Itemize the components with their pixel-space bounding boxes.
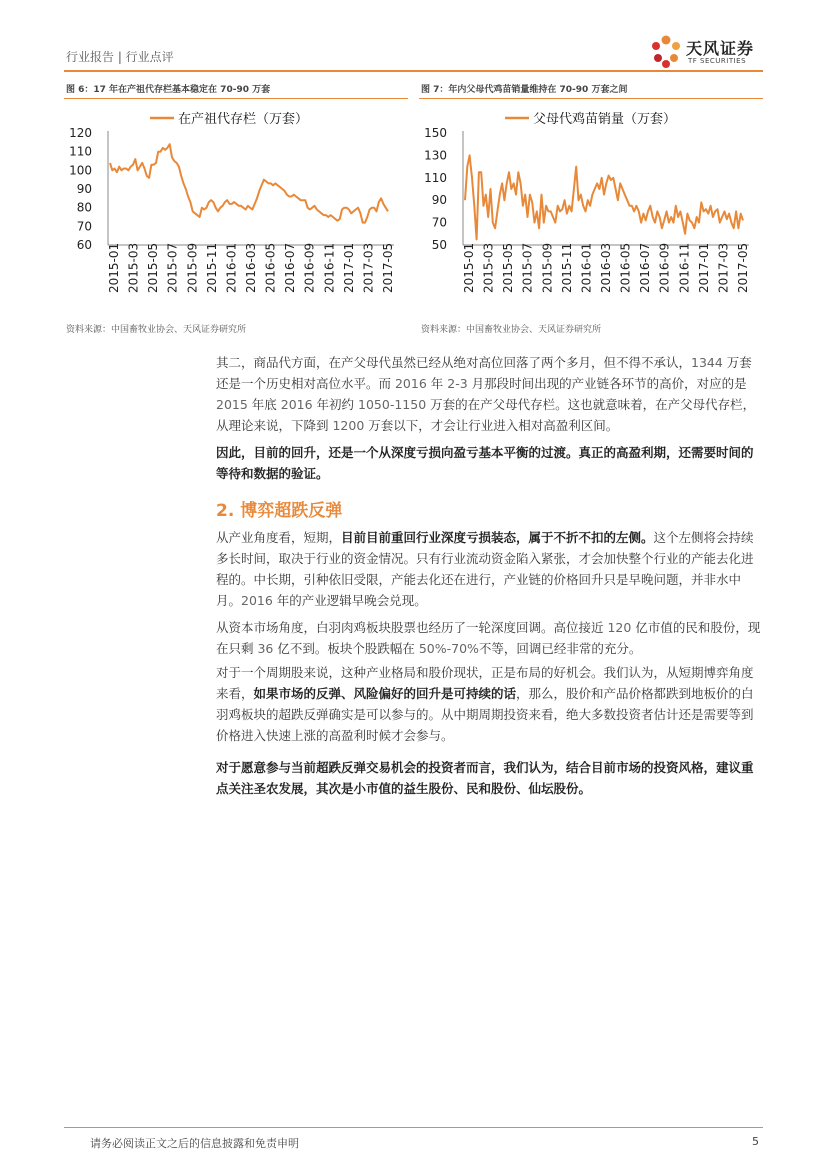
x-tick-label: 2017-03	[361, 242, 376, 293]
x-tick-label: 2017-01	[696, 242, 711, 293]
number-text: 2016	[394, 376, 427, 391]
logo-text-cn: 天风证券	[686, 39, 755, 58]
text-run: 对于一个周期股来说，这种产业格局和股价现状，正是布局的好机会。我们认为，从短期博弈角度来看，	[216, 665, 754, 701]
text-run: ，那么，股价和产品价格都跌到地板价的白羽鸡板块的超跌反弹确实是可以参与的。从中期周期投资来看，绝大多数投资者估计还是需要等到价格进入快速上涨的高盈利时候才会参与。	[216, 686, 754, 743]
bold-text: 如果市场的反弹、风险偏好的回升是可持续的话	[253, 686, 517, 701]
y-tick-label: 130	[424, 148, 447, 163]
x-tick-label: 2015-05	[501, 242, 516, 293]
x-tick-label: 2017-05	[736, 242, 750, 293]
y-tick-label: 50	[431, 238, 447, 252]
text-run: 不等，回调已经非常的充分。	[478, 641, 642, 656]
text-run: 从产业角度看，短期，	[216, 530, 342, 545]
text-run: 这个左侧将会持续多长时间，取决于行业的资金情况。只有行业流动资金陷入紧张，才会加快整个行业的产能去化进程的。中长期，引种依旧受限，产能去化还在进行，产业链的价格回升只是早晚问题，并非水中月。	[216, 530, 754, 608]
figure-7-source: 资料来源：中国畜牧业协会、天风证券研究所	[421, 325, 602, 335]
x-tick-label: 2015-03	[481, 242, 496, 293]
x-tick-label: 2015-11	[559, 242, 574, 293]
footer-disclaimer: 请务必阅读正文之后的信息披露和免责申明	[90, 1137, 299, 1150]
figure-6-divider	[64, 98, 408, 99]
logo-text-en: TF SECURITIES	[688, 57, 747, 65]
y-tick-label: 120	[69, 126, 92, 140]
y-tick-label: 110	[69, 144, 92, 159]
x-tick-label: 2015-07	[165, 242, 180, 293]
text-run: 年初约	[312, 397, 359, 412]
x-tick-label: 2015-01	[107, 242, 121, 293]
text-run: 月那段时间出现的产业链各环节的高价，对应的是	[467, 376, 747, 391]
text-run: 其二，商品代方面，在产父母代虽然已经从绝对高位回落了两个多月，但不得不承认，	[216, 355, 692, 370]
series-line	[465, 155, 743, 239]
x-tick-label: 2016-05	[263, 242, 278, 293]
x-tick-label: 2016-07	[638, 242, 653, 293]
legend-label: 在产祖代存栏（万套）	[178, 112, 309, 127]
figure-7-chart	[419, 103, 763, 318]
y-tick-label: 80	[76, 200, 92, 215]
y-tick-label: 90	[76, 182, 92, 196]
header-breadcrumb: 行业报告 | 行业点评	[66, 50, 174, 64]
y-tick-label: 150	[424, 126, 447, 140]
paragraph-parent-stock	[216, 352, 762, 436]
x-tick-label: 2016-11	[677, 242, 692, 293]
x-tick-label: 2016-05	[618, 242, 633, 293]
x-tick-label: 2016-03	[599, 242, 613, 293]
number-text: 36	[257, 641, 274, 656]
number-text: 1344	[691, 355, 723, 370]
series-line	[110, 144, 388, 222]
paragraph-recommendation	[216, 757, 762, 799]
figure-6-title: 图 6：17 年在产祖代存栏基本稳定在 70-90 万套	[66, 85, 271, 95]
logo-flower-icon	[648, 34, 684, 70]
x-tick-label: 2015-03	[126, 242, 141, 293]
x-tick-label: 2017-03	[716, 242, 731, 293]
header-divider	[64, 70, 763, 72]
paragraph-conclusion	[216, 442, 762, 484]
figure-6-chart	[64, 103, 408, 318]
x-tick-label: 2016-01	[224, 242, 239, 293]
paragraph-cycle-stock	[216, 662, 762, 746]
text-run: 万套以下，才会让行业进入相对高盈利区间。	[364, 418, 619, 433]
page-number: 5	[752, 1135, 759, 1148]
x-tick-label: 2017-05	[381, 242, 395, 293]
text-run: 亿市值的民和股份，现在只剩	[216, 620, 761, 656]
y-tick-label: 90	[431, 193, 447, 208]
x-tick-label: 2015-05	[146, 242, 161, 293]
x-tick-label: 2016-11	[322, 242, 337, 293]
number-text: 50%-70%	[418, 641, 479, 656]
number-text: 2016	[241, 593, 273, 608]
x-tick-label: 2015-09	[540, 242, 555, 293]
text-run: 万套还是一个历史相对高位水平。而	[216, 355, 752, 391]
company-logo	[648, 34, 768, 70]
bold-text: 因此，目前的回升，还是一个从深度亏损向盈亏基本平衡的过渡。真正的高盈利期，还需要时间的等待和数据的验证。	[216, 445, 754, 481]
figure-7-title: 图 7：年内父母代鸡苗销量维持在 70-90 万套之间	[421, 85, 628, 95]
x-tick-label: 2015-01	[462, 242, 476, 293]
y-tick-label: 100	[69, 163, 92, 178]
x-tick-label: 2016-09	[302, 242, 317, 293]
paragraph-industry-view	[216, 527, 762, 611]
x-tick-label: 2016-09	[657, 242, 672, 293]
y-tick-label: 60	[76, 238, 92, 252]
x-tick-label: 2017-01	[341, 242, 356, 293]
y-tick-label: 70	[431, 215, 447, 230]
paragraph-capital-market	[216, 617, 762, 659]
text-run: 万套的在产父母代存栏。这也就意味着，在产父母代存栏，从理论来说，下降到	[216, 397, 756, 433]
x-tick-label: 2015-09	[185, 242, 200, 293]
number-text: 1200	[332, 418, 365, 433]
figure-7-divider	[419, 98, 763, 99]
text-run: 亿不到。板块个股跌幅在	[273, 641, 419, 656]
number-text: 2016	[280, 397, 313, 412]
y-tick-label: 110	[424, 170, 447, 185]
figure-6-source: 资料来源：中国畜牧业协会、天风证券研究所	[66, 325, 247, 335]
number-text: 120	[607, 620, 632, 635]
text-run: 年的产业逻辑早晚会兑现。	[272, 593, 427, 608]
bold-text: 目前目前重回行业深度亏损装态，属于不折不扣的左侧。	[341, 530, 654, 545]
text-run: 年	[426, 376, 448, 391]
number-text: 2015	[216, 397, 248, 412]
x-tick-label: 2015-11	[204, 242, 219, 293]
number-text: 2-3	[447, 376, 468, 391]
x-tick-label: 2016-01	[579, 242, 594, 293]
text-run: 年底	[247, 397, 281, 412]
text-run: 从资本市场角度，白羽肉鸡板块股票也经历了一轮深度回调。高位接近	[216, 620, 608, 635]
y-tick-label: 70	[76, 219, 92, 234]
x-tick-label: 2015-07	[520, 242, 535, 293]
legend-label: 父母代鸡苗销量（万套）	[533, 112, 677, 127]
footer-divider	[64, 1127, 763, 1128]
x-tick-label: 2016-07	[283, 242, 298, 293]
bold-text: 对于愿意参与当前超跌反弹交易机会的投资者而言，我们认为，结合目前市场的投资风格，建议重点关注圣农发展，其次是小市值的益生股份、民和股份、仙坛股份。	[216, 760, 754, 796]
x-tick-label: 2016-03	[244, 242, 258, 293]
section-title: 2. 博弈超跌反弹	[216, 501, 343, 521]
number-text: 1050-1150	[358, 397, 427, 412]
